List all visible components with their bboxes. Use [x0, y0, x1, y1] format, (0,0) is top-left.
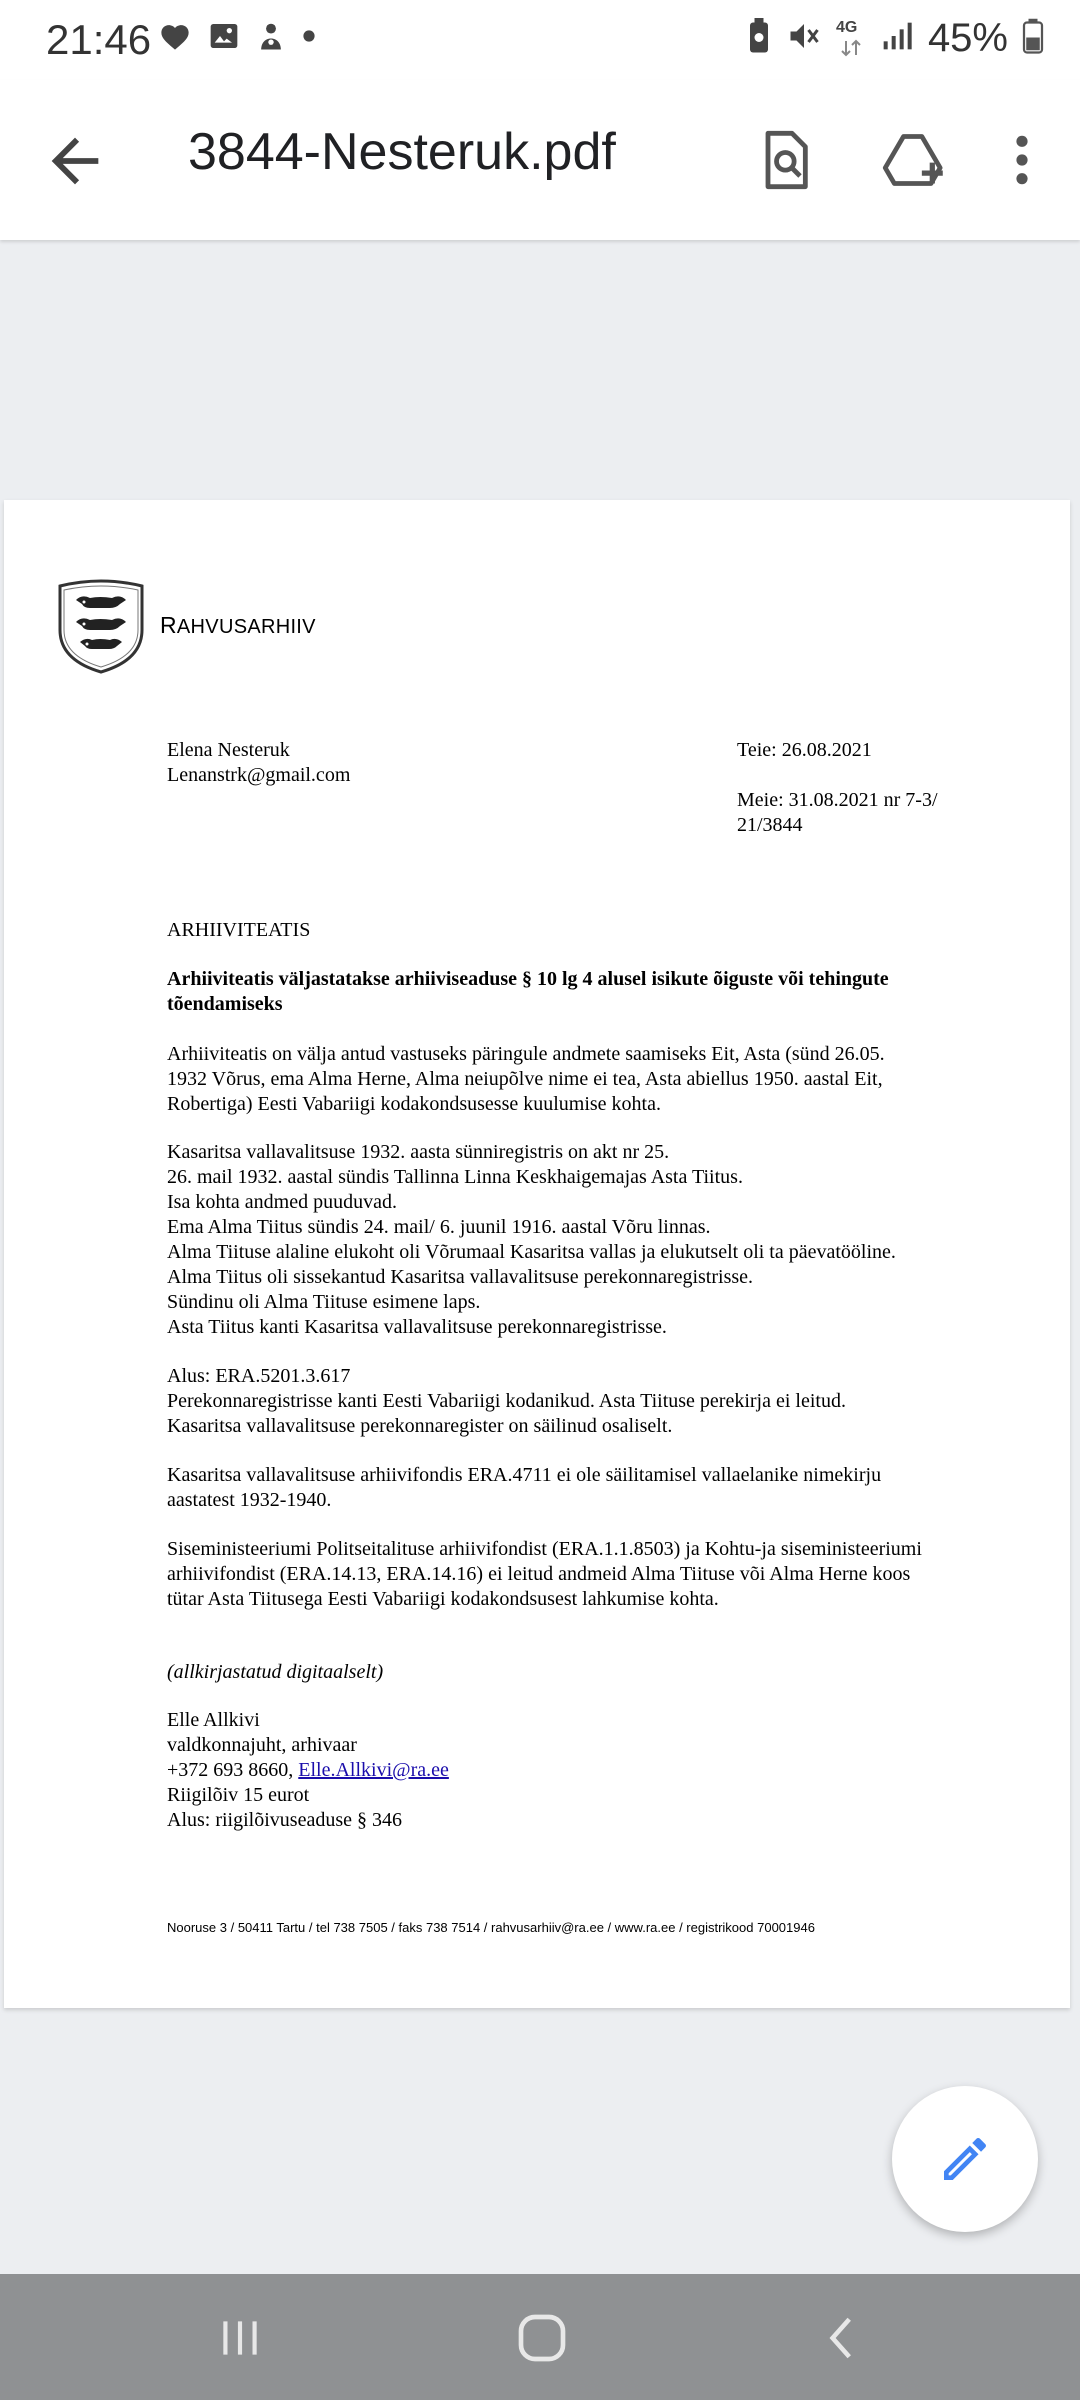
paragraph-line: Perekonnaregistrisse kanti Eesti Vabariigi kodanikud. Asta Tiituse perekirja ei leitud.: [167, 1390, 846, 1412]
fee: Riigilõiv 15 eurot: [167, 1784, 310, 1806]
paragraph-line: 26. mail 1932. aastal sündis Tallinna Linna Keskhaigemajas Asta Tiitus.: [167, 1166, 743, 1188]
paragraph-line: tütar Asta Tiitusega Eesti Vabariigi kodakondsusest lahkumise kohta.: [167, 1588, 719, 1610]
pdf-page: [4, 500, 1070, 2008]
paragraph-line: Kasaritsa vallavalitsuse 1932. aasta sünniregistris on akt nr 25.: [167, 1141, 670, 1163]
paragraph-line: Robertiga) Eesti Vabariigi kodakondsusesse kuulumise kohta.: [167, 1093, 661, 1115]
signer-email-link[interactable]: Elle.Allkivi@ra.ee: [298, 1759, 449, 1781]
document-footer: Nooruse 3 / 50411 Tartu / tel 738 7505 / faks 738 7514 / rahvusarhiiv@ra.ee / www.ra.ee / registrikood 70001946: [167, 1920, 815, 1935]
battery-saver-icon: [746, 18, 772, 59]
4g-icon: 4G: [836, 19, 866, 59]
organization-name: RAHVUSARHIIV: [160, 612, 316, 638]
battery-percent: 45%: [927, 16, 1008, 60]
battery-icon: [1022, 18, 1044, 59]
recipient-email: Lenanstrk@gmail.com: [167, 764, 351, 786]
edit-pencil-icon: [937, 2131, 993, 2187]
paragraph-line: Alma Tiituse alaline elukoht oli Võrumaal Kasaritsa vallas ja elukutselt oli ta päevatööline.: [167, 1241, 896, 1263]
signer-name: Elle Allkivi: [167, 1709, 260, 1731]
edit-fab-button[interactable]: [892, 2086, 1038, 2232]
paragraph-line: Sündinu oli Alma Tiituse esimene laps.: [167, 1291, 481, 1313]
status-bar: [0, 0, 1080, 80]
document-subheading-line-2: tõendamiseks: [167, 993, 283, 1015]
recent-apps-icon[interactable]: [205, 2308, 275, 2368]
signer-title: valdkonnajuht, arhivaar: [167, 1734, 357, 1756]
image-icon: [208, 20, 240, 57]
paragraph-line: Isa kohta andmed puuduvad.: [167, 1191, 397, 1213]
mute-icon: [786, 18, 822, 59]
add-to-drive-icon[interactable]: [874, 120, 954, 200]
system-nav-bar: [0, 2274, 1080, 2400]
document-subheading-line-1: Arhiiviteatis väljastatakse arhiiviseaduse § 10 lg 4 alusel isikute õiguste või tehingute: [167, 968, 889, 990]
app-bar: [0, 80, 1080, 240]
home-icon[interactable]: [507, 2308, 577, 2368]
fee-basis: Alus: riigilõivuseaduse § 346: [167, 1809, 402, 1831]
signature-note: (allkirjastatud digitaalselt): [167, 1661, 384, 1683]
paragraph-line: Kasaritsa vallavalitsuse perekonnaregister on säilinud osaliselt.: [167, 1415, 673, 1437]
paragraph-line: Siseministeeriumi Politseitalituse arhiivifondist (ERA.1.1.8503) ja Kohtu-ja siseministeeriumi: [167, 1538, 922, 1560]
document-heading: ARHIIVITEATIS: [167, 919, 311, 941]
paragraph-line: 1932 Võrus, ema Alma Herne, Alma neiupõlve nime ei tea, Asta abiellus 1950. aastal Eit,: [167, 1068, 883, 1090]
back-arrow-icon[interactable]: [40, 126, 110, 196]
clock: 21:46: [46, 16, 152, 63]
paragraph-line: Alma Tiitus oli sissekantud Kasaritsa vallavalitsuse perekonnaregistrisse.: [167, 1266, 754, 1288]
paragraph-line: aastatest 1932-1940.: [167, 1489, 332, 1511]
our-reference-line-2: 21/3844: [737, 814, 803, 836]
document-title: 3844-Nesteruk.pdf: [188, 123, 616, 181]
dot-icon: [302, 29, 316, 48]
recipient-name: Elena Nesteruk: [167, 739, 290, 761]
paragraph-line: Alus: ERA.5201.3.617: [167, 1365, 351, 1387]
signal-icon: [880, 20, 914, 57]
back-icon[interactable]: [808, 2308, 878, 2368]
your-reference: Teie: 26.08.2021: [737, 739, 872, 761]
find-in-page-icon[interactable]: [744, 120, 824, 200]
paragraph-line: Ema Alma Tiitus sündis 24. mail/ 6. juunil 1916. aastal Võru linnas.: [167, 1216, 711, 1238]
signer-contact: +372 693 8660, Elle.Allkivi@ra.ee: [167, 1759, 449, 1781]
paragraph-line: arhiivifondist (ERA.14.13, ERA.14.16) ei leitud andmeid Alma Tiituse või Alma Herne koos: [167, 1563, 911, 1585]
more-vert-icon[interactable]: [982, 120, 1062, 200]
coat-of-arms-logo: [54, 578, 148, 674]
paragraph-line: Kasaritsa vallavalitsuse arhiivifondis ERA.4711 ei ole säilitamisel vallaelanike nimekirju: [167, 1464, 882, 1486]
our-reference-line-1: Meie: 31.08.2021 nr 7-3/: [737, 789, 938, 811]
heart-icon: [158, 21, 192, 56]
paragraph-line: Asta Tiitus kanti Kasaritsa vallavalitsuse perekonnaregistrisse.: [167, 1316, 667, 1338]
paragraph-line: Arhiiviteatis on välja antud vastuseks päringule andmete saamiseks Eit, Asta (sünd 26.05.: [167, 1043, 885, 1065]
app-icon: [256, 20, 286, 57]
